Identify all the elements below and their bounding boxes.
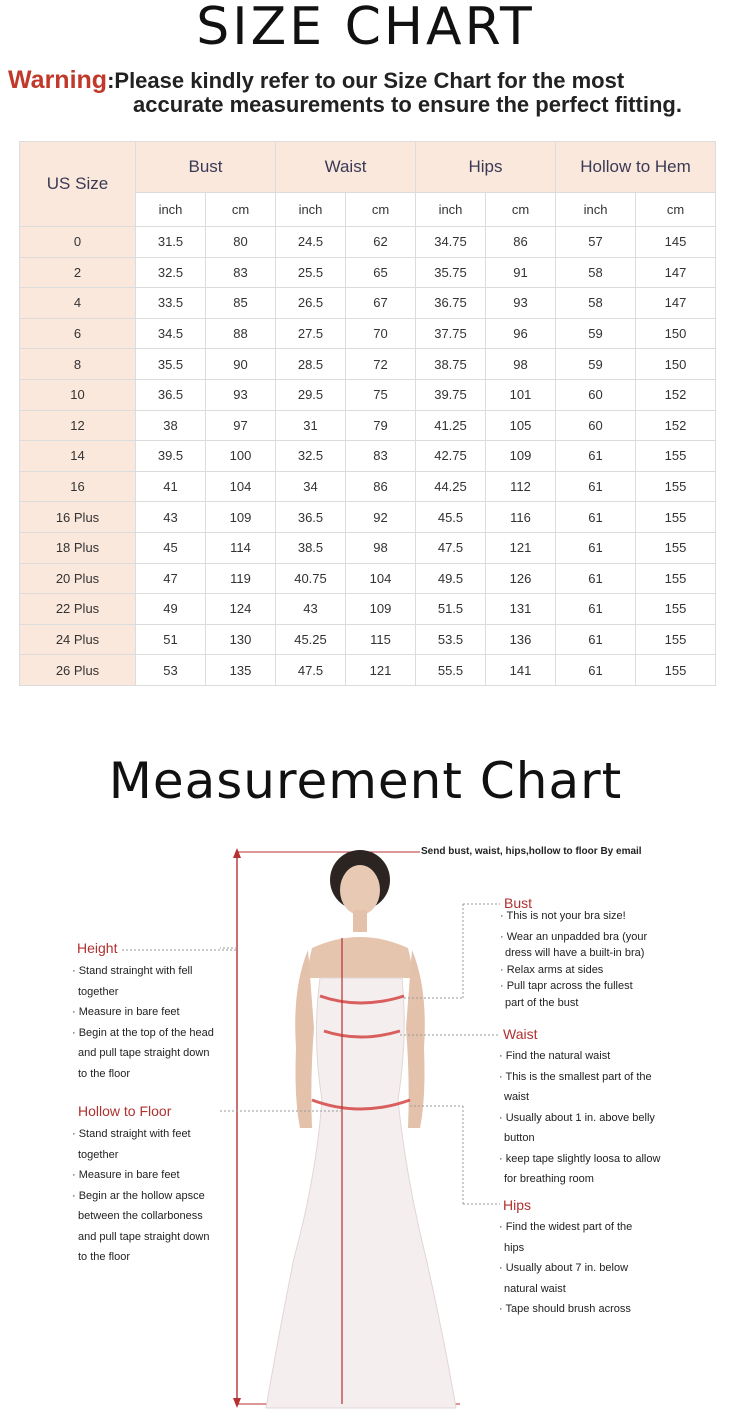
note-line: dress will have a built-in bra): [505, 947, 645, 959]
note-line: · Usually about 1 in. above belly: [499, 1111, 655, 1124]
size-label-cell: 0: [20, 227, 136, 258]
table-cell: 98: [346, 532, 416, 563]
table-cell: 121: [486, 532, 556, 563]
table-cell: 86: [486, 227, 556, 258]
table-cell: 61: [556, 502, 636, 533]
table-cell: 36.75: [416, 288, 486, 319]
table-cell: 44.25: [416, 471, 486, 502]
table-row: [20, 563, 716, 594]
table-cell: 34.5: [136, 318, 206, 349]
table-cell: 47.5: [416, 532, 486, 563]
table-cell: 61: [556, 471, 636, 502]
unit-cell: inch: [556, 193, 636, 227]
table-cell: 121: [346, 655, 416, 686]
table-row: [20, 502, 716, 533]
size-label-cell: 24 Plus: [20, 624, 136, 655]
dress-figure-illustration: [220, 838, 520, 1418]
table-cell: 141: [486, 655, 556, 686]
table-cell: 40.75: [276, 563, 346, 594]
table-cell: 43: [136, 502, 206, 533]
table-cell: 36.5: [136, 379, 206, 410]
note-line: · Pull tapr across the fullest: [500, 980, 633, 992]
table-cell: 93: [206, 379, 276, 410]
table-cell: 130: [206, 624, 276, 655]
table-cell: 34.75: [416, 227, 486, 258]
table-cell: 38.5: [276, 532, 346, 563]
table-row: [20, 257, 716, 288]
table-cell: 42.75: [416, 441, 486, 472]
table-cell: 32.5: [276, 441, 346, 472]
table-cell: 59: [556, 318, 636, 349]
note-line: to the floor: [78, 1067, 130, 1080]
table-cell: 55.5: [416, 655, 486, 686]
size-table: [19, 141, 716, 686]
table-cell: 45: [136, 532, 206, 563]
table-cell: 85: [206, 288, 276, 319]
table-row: [20, 471, 716, 502]
table-row: [20, 318, 716, 349]
note-line: · Usually about 7 in. below: [499, 1262, 629, 1274]
size-label-cell: 14: [20, 441, 136, 472]
note-line: · Tape should brush across: [499, 1303, 631, 1315]
note-line: · This is the smallest part of the: [499, 1070, 652, 1083]
table-cell: 39.75: [416, 379, 486, 410]
table-row: [20, 594, 716, 625]
warning-line-2: accurate measurements to ensure the perfect fitting.: [133, 92, 682, 117]
table-row: [20, 288, 716, 319]
table-cell: 61: [556, 532, 636, 563]
bust-title: Bust: [504, 895, 533, 911]
table-cell: 24.5: [276, 227, 346, 258]
table-cell: 145: [636, 227, 716, 258]
table-cell: 88: [206, 318, 276, 349]
table-cell: 51.5: [416, 594, 486, 625]
size-label-cell: 20 Plus: [20, 563, 136, 594]
table-cell: 96: [486, 318, 556, 349]
warning-label: Warning: [8, 66, 108, 94]
size-label-cell: 26 Plus: [20, 655, 136, 686]
table-cell: 98: [486, 349, 556, 380]
note-line: part of the bust: [505, 996, 579, 1009]
table-cell: 53.5: [416, 624, 486, 655]
table-cell: 37.75: [416, 318, 486, 349]
table-cell: 60: [556, 410, 636, 441]
size-label-cell: 8: [20, 349, 136, 380]
dress-shape: [266, 978, 456, 1408]
table-cell: 47: [136, 563, 206, 594]
table-cell: 83: [206, 257, 276, 288]
note-line: · Measure in bare feet: [72, 1169, 180, 1181]
table-cell: 61: [556, 594, 636, 625]
height-arrow-bottom-icon: [233, 1398, 241, 1408]
table-cell: 49: [136, 594, 206, 625]
hips-title: Hips: [503, 1197, 532, 1213]
unit-cell: cm: [346, 193, 416, 227]
table-row: [20, 532, 716, 563]
table-cell: 109: [346, 594, 416, 625]
note-line: · This is not your bra size!: [500, 910, 626, 922]
table-cell: 29.5: [276, 379, 346, 410]
height-dotted-leader: [122, 948, 237, 952]
header-hollow-to-hem: Hollow to Hem: [556, 142, 716, 193]
note-line: · Begin at the top of the head: [72, 1026, 214, 1039]
hollow-title: Hollow to Floor: [78, 1103, 172, 1119]
table-cell: 100: [206, 441, 276, 472]
unit-cell: inch: [276, 193, 346, 227]
table-row: [20, 349, 716, 380]
table-cell: 93: [486, 288, 556, 319]
table-cell: 155: [636, 624, 716, 655]
note-line: · Begin ar the hollow apsce: [72, 1189, 205, 1202]
table-row: [20, 624, 716, 655]
table-cell: 109: [486, 441, 556, 472]
table-cell: 38.75: [416, 349, 486, 380]
table-cell: 27.5: [276, 318, 346, 349]
table-cell: 57: [556, 227, 636, 258]
size-label-cell: 12: [20, 410, 136, 441]
note-line: and pull tape straight down: [78, 1047, 210, 1059]
size-label-cell: 22 Plus: [20, 594, 136, 625]
unit-cell: cm: [486, 193, 556, 227]
note-line: natural waist: [504, 1282, 566, 1295]
table-cell: 49.5: [416, 563, 486, 594]
size-label-cell: 4: [20, 288, 136, 319]
table-cell: 112: [486, 471, 556, 502]
email-note: Send bust, waist, hips,hollow to floor By email: [421, 846, 642, 857]
note-line: between the collarboness: [78, 1210, 203, 1222]
note-line: · keep tape slightly loosa to allow: [499, 1152, 661, 1165]
bust-notes: [500, 908, 647, 1011]
table-cell: 155: [636, 502, 716, 533]
table-cell: 155: [636, 532, 716, 563]
table-cell: 97: [206, 410, 276, 441]
measurement-chart-title: Measurement Chart: [108, 752, 623, 810]
shoulders-shape: [305, 937, 415, 978]
neck-shape: [353, 910, 367, 932]
table-cell: 109: [206, 502, 276, 533]
note-line: to the floor: [78, 1251, 130, 1263]
table-cell: 35.5: [136, 349, 206, 380]
note-line: hips: [504, 1241, 525, 1254]
size-chart-title: SIZE CHART: [196, 0, 535, 57]
size-label-cell: 2: [20, 257, 136, 288]
note-line: together: [78, 985, 119, 998]
table-cell: 61: [556, 441, 636, 472]
table-cell: 155: [636, 441, 716, 472]
header-waist: Waist: [276, 142, 416, 193]
table-cell: 104: [206, 471, 276, 502]
header-bust: Bust: [136, 142, 276, 193]
size-label-cell: 10: [20, 379, 136, 410]
note-line: and pull tape straight down: [78, 1230, 210, 1243]
unit-cell: inch: [416, 193, 486, 227]
table-row: [20, 379, 716, 410]
table-cell: 65: [346, 257, 416, 288]
note-line: button: [504, 1132, 535, 1144]
note-line: · Relax arms at sides: [500, 963, 604, 976]
table-cell: 131: [486, 594, 556, 625]
height-arrow-top-icon: [233, 848, 241, 858]
note-line: · Stand straight with feet: [72, 1128, 191, 1140]
height-notes: [72, 961, 214, 1084]
table-cell: 79: [346, 410, 416, 441]
face-shape: [340, 865, 380, 915]
table-cell: 26.5: [276, 288, 346, 319]
size-label-cell: 18 Plus: [20, 532, 136, 563]
warning-text: [8, 68, 728, 117]
table-cell: 124: [206, 594, 276, 625]
table-cell: 135: [206, 655, 276, 686]
note-line: · Find the natural waist: [499, 1050, 611, 1062]
table-cell: 61: [556, 624, 636, 655]
table-row: [20, 227, 716, 258]
note-line: · Stand strainght with fell: [72, 965, 193, 977]
size-label-cell: 6: [20, 318, 136, 349]
table-cell: 38: [136, 410, 206, 441]
note-line: · Find the widest part of the: [499, 1221, 633, 1233]
table-cell: 90: [206, 349, 276, 380]
table-cell: 75: [346, 379, 416, 410]
table-cell: 105: [486, 410, 556, 441]
table-cell: 155: [636, 471, 716, 502]
size-label-cell: 16: [20, 471, 136, 502]
waist-notes: [499, 1046, 660, 1190]
table-cell: 152: [636, 410, 716, 441]
unit-cell: inch: [136, 193, 206, 227]
size-table-body: [20, 227, 716, 686]
table-cell: 155: [636, 563, 716, 594]
table-cell: 136: [486, 624, 556, 655]
table-cell: 59: [556, 349, 636, 380]
table-cell: 115: [346, 624, 416, 655]
table-cell: 91: [486, 257, 556, 288]
table-cell: 119: [206, 563, 276, 594]
table-row: [20, 410, 716, 441]
table-cell: 70: [346, 318, 416, 349]
warning-line-1: :Please kindly refer to our Size Chart for the most: [107, 68, 625, 93]
unit-cell: cm: [636, 193, 716, 227]
waist-title: Waist: [503, 1026, 538, 1042]
note-line: waist: [504, 1091, 530, 1103]
table-cell: 101: [486, 379, 556, 410]
table-cell: 147: [636, 257, 716, 288]
table-cell: 58: [556, 257, 636, 288]
table-cell: 104: [346, 563, 416, 594]
table-cell: 152: [636, 379, 716, 410]
table-cell: 61: [556, 563, 636, 594]
table-cell: 155: [636, 655, 716, 686]
hips-notes: [499, 1217, 632, 1320]
table-cell: 43: [276, 594, 346, 625]
table-cell: 155: [636, 594, 716, 625]
table-cell: 34: [276, 471, 346, 502]
size-label-cell: 16 Plus: [20, 502, 136, 533]
table-cell: 92: [346, 502, 416, 533]
table-cell: 45.25: [276, 624, 346, 655]
table-cell: 41.25: [416, 410, 486, 441]
table-cell: 33.5: [136, 288, 206, 319]
table-cell: 51: [136, 624, 206, 655]
table-cell: 116: [486, 502, 556, 533]
table-cell: 31: [276, 410, 346, 441]
table-cell: 31.5: [136, 227, 206, 258]
table-cell: 36.5: [276, 502, 346, 533]
note-line: · Measure in bare feet: [72, 1006, 180, 1018]
table-cell: 150: [636, 349, 716, 380]
table-cell: 61: [556, 655, 636, 686]
table-cell: 45.5: [416, 502, 486, 533]
table-cell: 41: [136, 471, 206, 502]
table-cell: 126: [486, 563, 556, 594]
table-cell: 53: [136, 655, 206, 686]
table-cell: 25.5: [276, 257, 346, 288]
table-cell: 147: [636, 288, 716, 319]
table-cell: 72: [346, 349, 416, 380]
hollow-notes: [72, 1124, 209, 1268]
note-line: · Wear an unpadded bra (your: [500, 930, 648, 943]
table-cell: 28.5: [276, 349, 346, 380]
table-cell: 35.75: [416, 257, 486, 288]
table-cell: 39.5: [136, 441, 206, 472]
table-cell: 62: [346, 227, 416, 258]
note-line: together: [78, 1148, 119, 1161]
table-cell: 67: [346, 288, 416, 319]
header-hips: Hips: [416, 142, 556, 193]
note-line: for breathing room: [504, 1173, 594, 1185]
table-cell: 83: [346, 441, 416, 472]
table-row: [20, 441, 716, 472]
table-cell: 86: [346, 471, 416, 502]
table-cell: 58: [556, 288, 636, 319]
table-cell: 47.5: [276, 655, 346, 686]
table-cell: 32.5: [136, 257, 206, 288]
table-row: [20, 655, 716, 686]
unit-cell: cm: [206, 193, 276, 227]
height-title: Height: [77, 940, 118, 956]
table-cell: 150: [636, 318, 716, 349]
table-cell: 80: [206, 227, 276, 258]
table-cell: 60: [556, 379, 636, 410]
table-cell: 114: [206, 532, 276, 563]
header-us-size: US Size: [20, 142, 136, 227]
